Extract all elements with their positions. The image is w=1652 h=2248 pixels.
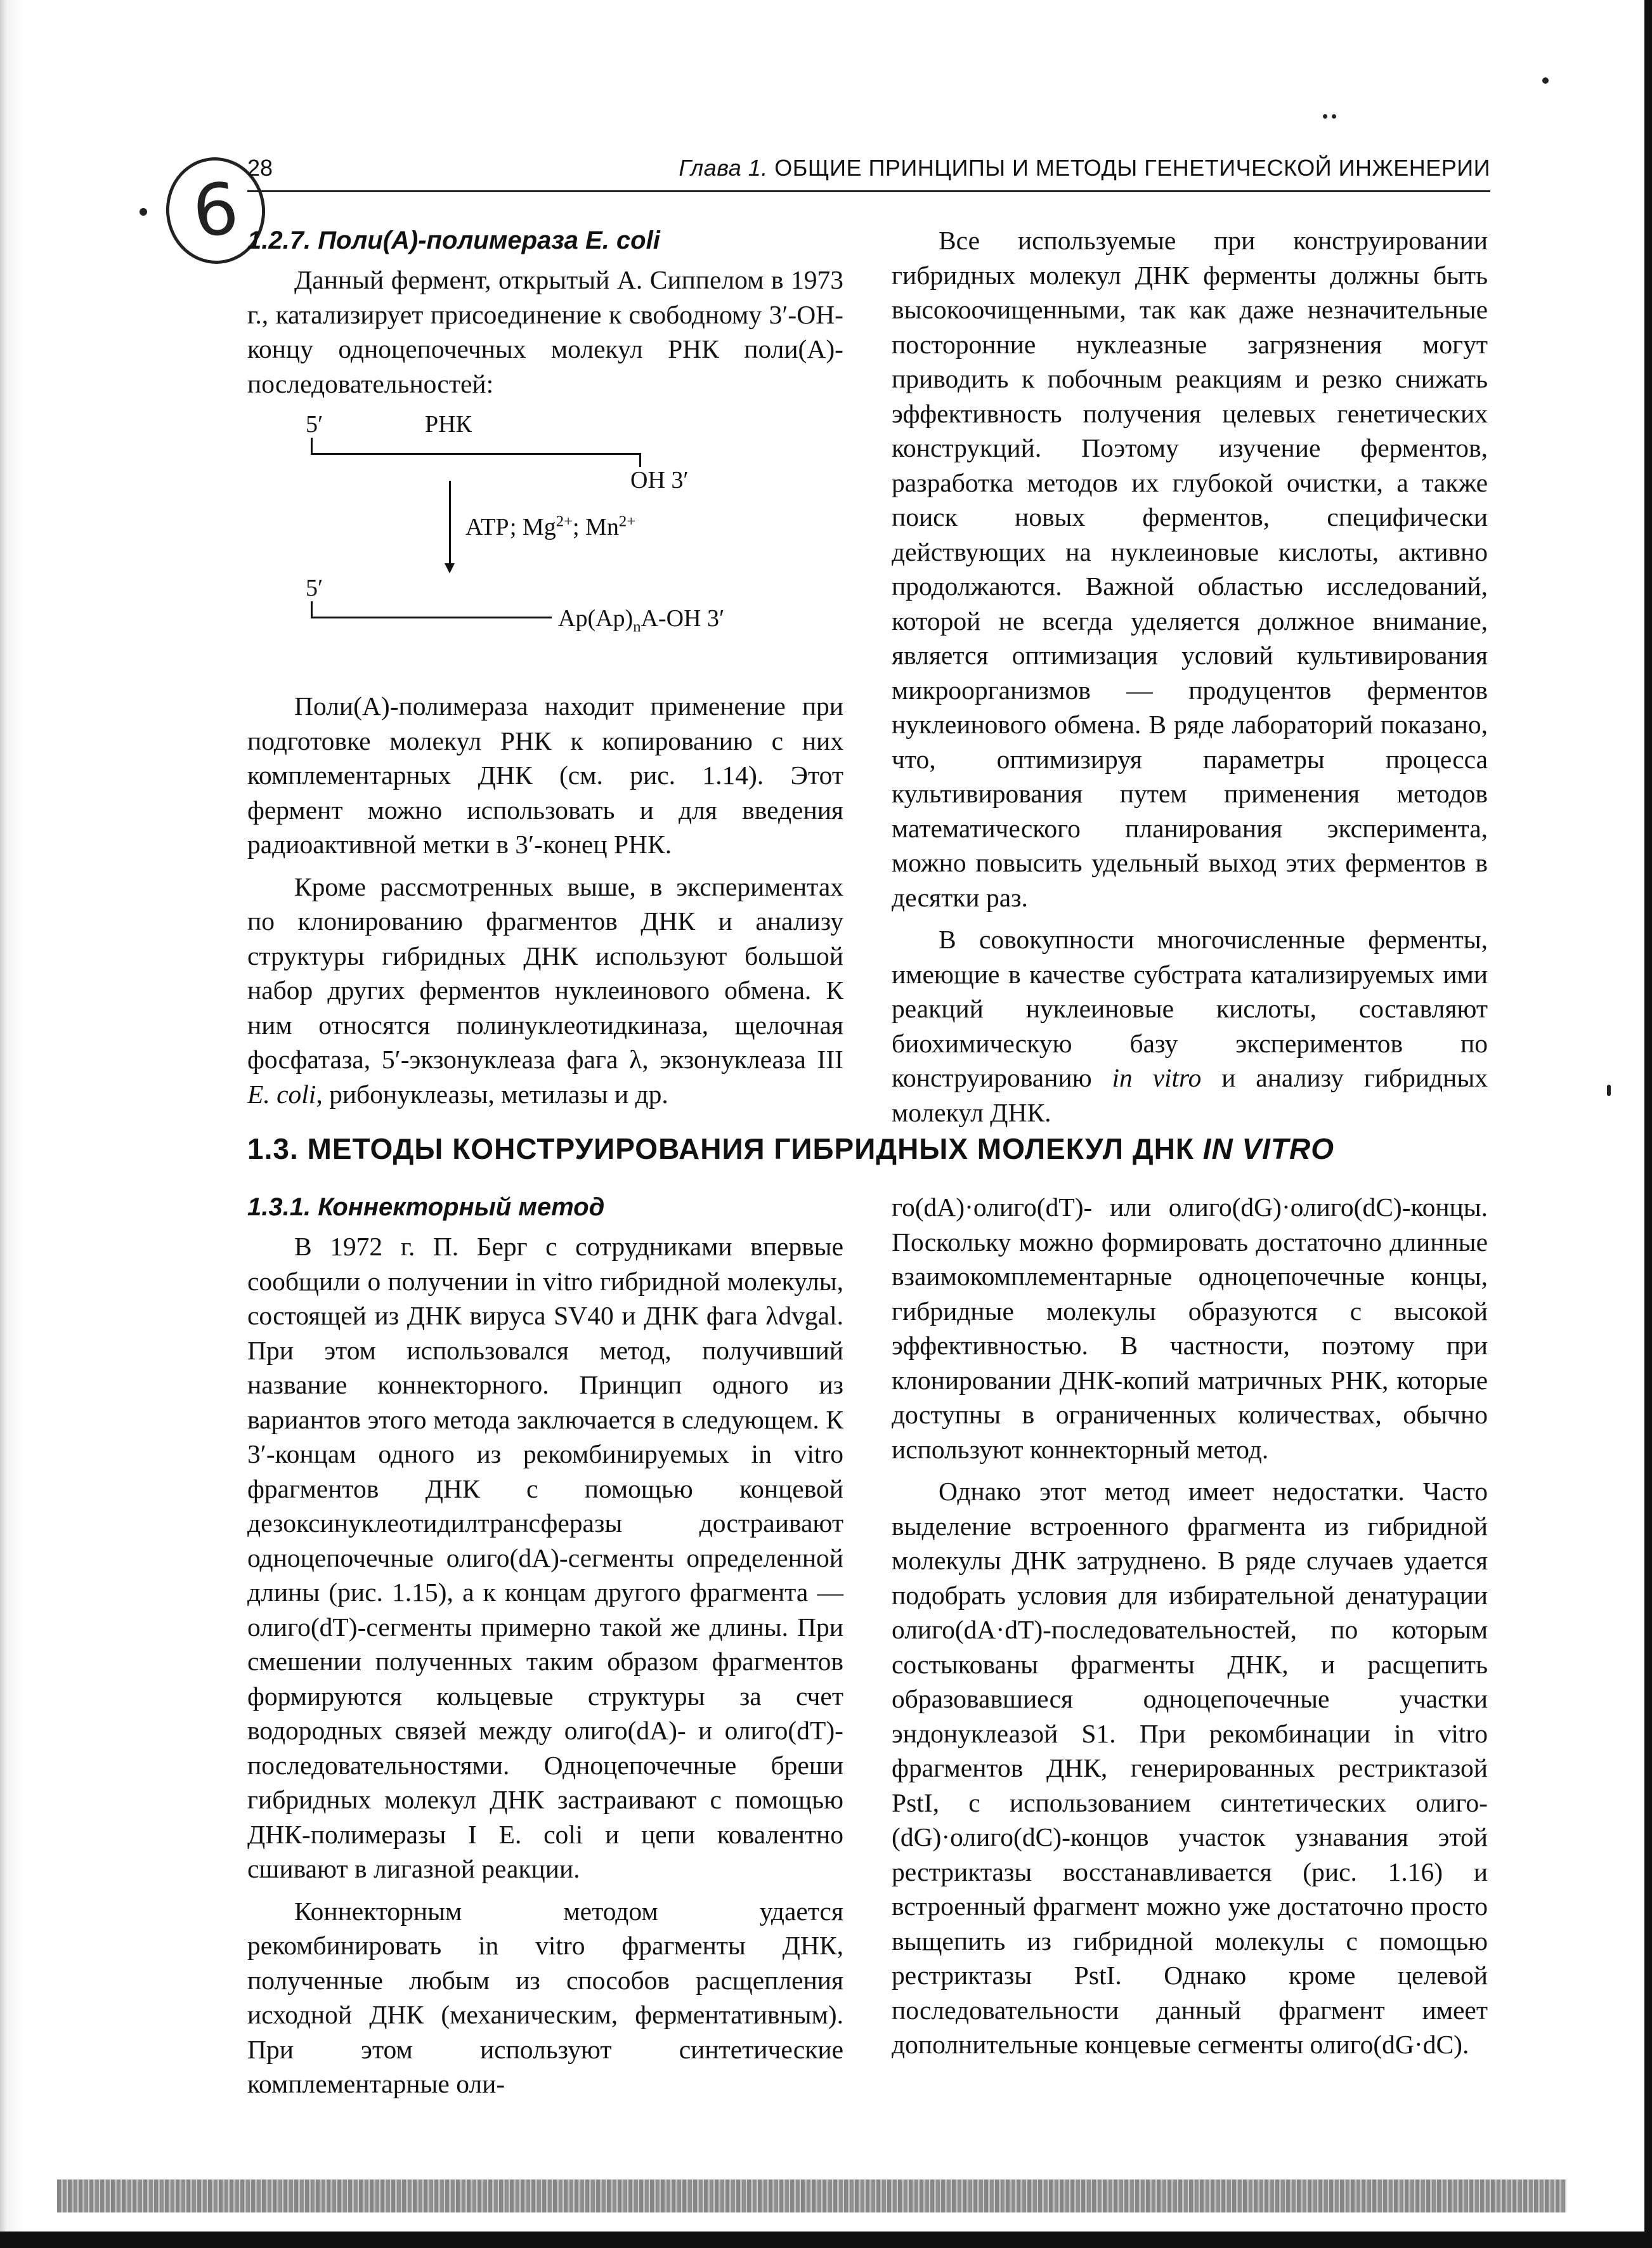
charge-sup: 2+ — [556, 513, 573, 530]
scan-edge-bottom — [0, 2232, 1652, 2248]
scheme-rna-label: РНК — [425, 411, 472, 438]
scheme-strand-tick — [311, 438, 313, 454]
scan-speck — [1332, 114, 1336, 119]
text-run: Кроме рассмотренных выше, в экспериментах по клонированию фрагментов ДНК и анализу структуры гибридных ДНК используют большой набор других ферментов нуклеинового обмена. К ним относятся полинуклеотидкиназа, щелочная фосфатаза, 5′-экзонуклеаза фага λ, экзонуклеаза III — [247, 872, 843, 1074]
handwritten-circled-mark: 6 — [161, 152, 271, 268]
running-header — [247, 152, 1490, 192]
italic-term: in vitro — [1112, 1063, 1202, 1092]
paragraph: Все используемые при конструировании гибридных молекул ДНК ферменты должны быть высокоочищенными, так как даже незначительные посторонние нуклеазные загрязнения могут приводить к побочным реакциям и резко снижать эффективность получения целевых генетических конструкций. Поэтому изучение ферментов, разработка методов их глубокой очистки, а также поиск новых ферментов, специфически действующих на нуклеиновые кислоты, активно продолжаются. Важной областью исследований, которой не всегда уделяется должное внимание, является оптимизация условий культивирования микроорганизмов — продуцентов ферментов нуклеинового обмена. В ряде лабораторий показано, что, оптимизируя параметры процесса культивирования путем применения методов математического планирования эксперимента, можно повысить удельный выход этих ферментов в десятки раз. — [892, 226, 1488, 912]
section-heading-italic: IN VITRO — [1202, 1132, 1335, 1165]
scan-noise-strip — [57, 2179, 1566, 2212]
scheme-oh3: ОН 3′ — [630, 467, 689, 493]
text-run: В совокупности многочисленные ферменты, имеющие в качестве субстрата катализируемых ими реакций нуклеиновые кислоты, составляют биохимическую базу экспериментов по конструированию — [892, 925, 1488, 1092]
scheme-strand-tick — [311, 601, 313, 618]
scan-shadow-left — [0, 0, 38, 2248]
subsection-heading-131: 1.3.1. Коннекторный метод — [247, 1193, 605, 1221]
scheme-arrow-shaft — [449, 481, 451, 566]
chapter-name: ОБЩИЕ ПРИНЦИПЫ И МЕТОДЫ ГЕНЕТИЧЕСКОЙ ИНЖЕНЕРИИ — [774, 155, 1490, 181]
subsection-heading-127: 1.2.7. Поли(А)-полимераза E. coli — [247, 226, 660, 254]
text-run: , рибонуклеазы, метилазы и др. — [316, 1079, 668, 1109]
lower-right-column — [892, 1190, 1488, 2070]
paragraph: Однако этот метод имеет недостатки. Часто выделение встроенного фрагмента из гибридной молекулы ДНК затруднено. В ряде случаев удается подобрать условия для избирательной денатурации олиго(dA·dT)-последовательностей, по которым состыкованы фрагменты ДНК, и расщепить образовавшиеся одноцепочечные участки эндонуклеазой S1. При рекомбинации in vitro фрагментов ДНК, генерированных рестриктазой PstI, с использованием синтетических олиго-(dG)·олиго(dC)-концов участок узнавания этой рестриктазы восстанавливается (рис. 1.16) и встроенный фрагмент можно уже достаточно просто выщепить из гибридной молекулы с помощью рестриктазы PstI. Однако кроме целевой последовательности данный фрагмент имеет дополнительные концевые сегменты олиго(dG·dC). — [892, 1477, 1488, 2059]
scan-speck — [140, 208, 147, 216]
reagent-mn: ; Mn — [573, 514, 619, 540]
chapter-label: Глава 1. — [679, 155, 768, 181]
species-name: E. coli — [247, 1079, 316, 1109]
chapter-title — [679, 155, 1490, 181]
paragraph — [247, 870, 843, 1112]
paragraph: Коннекторным методом удается рекомбинировать in vitro фрагменты ДНК, полученные любым из способов расщепления исходной ДНК (механическим, ферментативным). При этом используют синтетические комплементарные оли- — [247, 1896, 843, 2098]
scheme-5prime-top: 5′ — [306, 411, 323, 438]
scan-edge-right — [1644, 0, 1652, 2248]
paragraph: В 1972 г. П. Берг с сотрудниками впервые сообщили о получении in vitro гибридной молекулы, состоящей из ДНК вируса SV40 и ДНК фага λdvgal. При этом использовался метод, получивший название коннекторного. Принцип одного из вариантов этого метода заключается в следующем. К 3′-концам одного из рекомбинируемых in vitro фрагментов ДНК с помощью концевой дезоксинуклеотидилтрансферазы достраивают одноцепочечные олиго(dA)-сегменты определенной длины (рис. 1.15), а к концам другого фрагмента — олиго(dT)-сегменты примерно такой же длины. При смешении полученных таким образом фрагментов формируются кольцевые структуры за счет водородных связей между олиго(dA)- и олиго(dT)-последовательностями. Одноцепочечные бреши гибридных молекул ДНК застраивают с помощью ДНК-полимеразы I E. coli и цепи ковалентно сшивают в лигазной реакции. — [247, 1232, 843, 1883]
upper-left-column — [247, 223, 843, 1119]
product-suffix: A-OH 3′ — [641, 605, 725, 632]
paragraph: Поли(А)-полимераза находит применение при подготовке молекул РНК к копированию с них комплементарных ДНК (см. рис. 1.14). Этот фермент можно использовать и для введения радиоактивной метки в 3′-конец РНК. — [247, 691, 843, 859]
scan-speck — [1542, 77, 1549, 84]
product-prefix: Ap(Ap) — [558, 605, 634, 632]
lower-left-column — [247, 1190, 843, 2109]
scan-speck — [1607, 1085, 1611, 1096]
reaction-scheme — [247, 408, 843, 683]
paragraph — [892, 922, 1488, 1130]
scheme-rna-strand — [311, 453, 641, 455]
charge-sup: 2+ — [618, 513, 636, 530]
paragraph: го(dA)·олиго(dT)- или олиго(dG)·олиго(dC)-концы. Поскольку можно формировать достаточно длинные взаимокомплементарные одноцепочечные концы, гибридные молекулы образуются с высокой эффективностью. В частности, поэтому при клонировании ДНК-копий матричных РНК, которые доступны в ограниченных количествах, обычно используют коннекторный метод. — [892, 1193, 1488, 1464]
page-number: 28 — [247, 155, 273, 181]
reagent-atp-mg: АТР; Mg — [465, 514, 556, 540]
section-heading-13 — [247, 1132, 1490, 1166]
scheme-5prime-bottom: 5′ — [306, 575, 323, 601]
scan-speck — [1323, 114, 1327, 119]
arrow-down-icon — [445, 563, 455, 573]
product-subscript: n — [633, 618, 641, 636]
section-heading-text: 1.3. МЕТОДЫ КОНСТРУИРОВАНИЯ ГИБРИДНЫХ МОЛЕКУЛ ДНК — [247, 1132, 1203, 1165]
text-run: и анализу гибридных молекул ДНК. — [892, 1063, 1488, 1127]
scheme-reagents — [465, 510, 635, 545]
upper-right-column — [892, 223, 1488, 1137]
scheme-product-strand — [311, 617, 552, 618]
paragraph: Данный фермент, открытый А. Сиппелом в 1973 г., катализирует присоединение к свободному 3′-ОН-концу одноцепочечных молекул РНК поли(А)-последовательностей: — [247, 265, 843, 398]
scheme-product — [558, 601, 724, 636]
